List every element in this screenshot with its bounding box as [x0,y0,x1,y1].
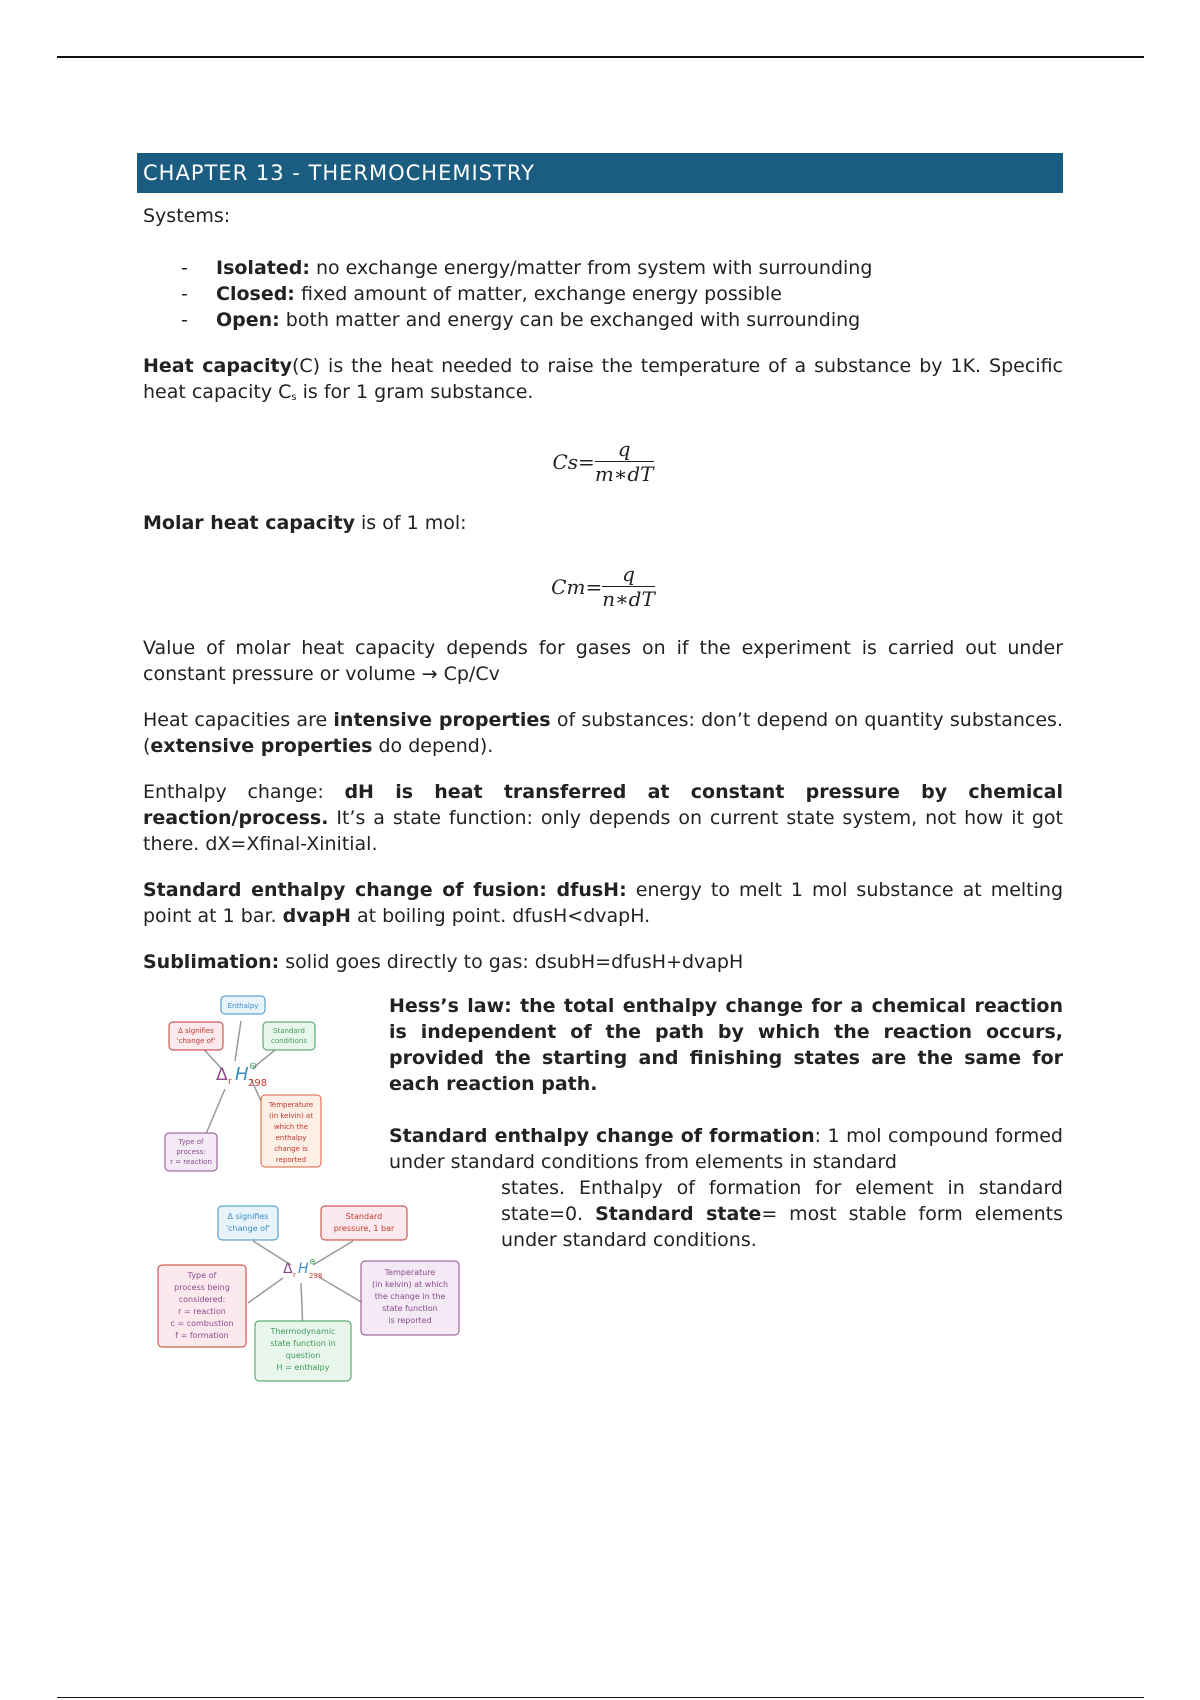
formula-numerator: q [595,437,654,462]
subscript-s: s [291,392,297,403]
bullet-dash: - [181,257,188,279]
label-delta-line: Δ signifies [178,1027,214,1035]
label-type-line: considered: [178,1295,226,1304]
bold-term: extensive properties [150,735,373,757]
bottom-rule [57,1697,1144,1698]
label-type-line: Type of [178,1138,204,1146]
enthalpy-paragraph [143,779,1063,857]
bold-term: dvapH [282,905,351,927]
formation-paragraph-start [389,1123,1063,1175]
label-type-line: r = reaction [178,1307,226,1316]
text: do depend). [372,735,494,757]
subscript-temperature: 298 [309,1272,323,1280]
label-delta-line: Δ signifies [227,1212,269,1221]
label-temp-line: (in kelvin) at which [371,1280,449,1289]
label-standard-line: conditions [270,1037,308,1045]
label-enthalpy: Enthalpy [227,1002,259,1010]
enthalpy-notation-diagram-1 [153,993,328,1173]
label-thermo-line: state function in [270,1339,336,1348]
list-item [143,307,1063,333]
label-temp-line: which the [273,1123,309,1131]
subscript-r: r [293,1271,296,1279]
list-text: fixed amount of matter, exchange energy possible [294,283,782,305]
text: at boiling point. dfusH<dvapH. [350,905,651,927]
label-standard-line: pressure, 1 bar [333,1224,395,1233]
label-delta-line: 'change of' [176,1037,216,1045]
list-term: Isolated: [216,257,310,279]
molar-heat-paragraph [143,510,1063,536]
label-temp-line: the change in the [374,1292,446,1301]
label-temp-line: state function [382,1304,438,1313]
formula-denominator: n∗dT [602,587,655,611]
formation-paragraph-end [501,1175,1063,1253]
text: of substances: don’t depend on quantity substances. ( [143,709,1063,757]
bullet-dash: - [181,283,188,305]
superscript-standard: ⊖ [309,1257,316,1266]
molar-value-paragraph: Value of molar heat capacity depends for gases on if the experiment is carried out under constant pressure or volume → Cp/Cv [143,637,1063,685]
systems-heading: Systems: [143,205,231,227]
list-term: Closed: [216,283,295,305]
formula-lhs: Cm= [551,574,603,599]
intensive-paragraph [143,707,1063,759]
bold-term: intensive properties [333,709,551,731]
heat-capacity-paragraph [143,353,1063,411]
h-symbol: H [235,1064,249,1085]
list-text: no exchange energy/matter from system with surrounding [309,257,873,279]
document-body [143,153,1063,1413]
hess-law-paragraph: Hess’s law: the total enthalpy change for a chemical reaction is independent of the path by which the reaction occurs, provided the starting and finishing states are the same for each reaction path. [389,995,1063,1095]
text: solid goes directly to gas: dsubH=dfusH+dvapH [279,951,744,973]
formula-lhs: Cs= [552,449,595,474]
bullet-dash: - [181,309,188,331]
text: states. Enthalpy of formation for element in standard state=0. [501,1177,1063,1225]
bold-term: Sublimation: [143,951,280,973]
list-term: Open: [216,309,280,331]
bold-term: Standard state [595,1203,762,1225]
fusion-paragraph [143,877,1063,929]
label-temp-line: is reported [388,1316,432,1325]
subscript-r: r [228,1077,232,1087]
label-thermo-line: question [285,1351,321,1360]
hess-section [143,993,1063,1413]
heat-capacity-text-end: is for 1 gram substance. [296,381,534,403]
text: Enthalpy change: [143,781,345,803]
heat-capacity-term: Heat capacity [143,355,292,377]
label-temp-line: enthalpy [275,1134,307,1142]
label-type-line: c = combustion [170,1319,234,1328]
label-temp-line: Temperature [384,1268,436,1277]
h-symbol: H [298,1261,309,1277]
label-type-line: process being [174,1283,230,1292]
label-temp-line: Temperature [268,1101,314,1109]
molar-term: Molar heat capacity [143,512,355,534]
bold-term: Standard enthalpy change of formation [389,1125,815,1147]
label-type-line: process: [176,1148,206,1156]
text: : 1 mol compound formed under standard conditions from elements in standard [389,1125,1063,1173]
label-standard-line: Standard [273,1027,305,1035]
label-temp-line: (in kelvin) at [269,1112,313,1120]
text: energy to melt 1 mol substance at melting point at 1 bar. [143,879,1063,927]
formula-denominator: m∗dT [594,462,654,486]
superscript-standard: ⊖ [249,1061,258,1072]
formula-fraction [602,562,655,611]
heat-capacity-text: (C) is the heat needed to raise the temperature of a substance by 1K. Specific heat capacity C [143,355,1063,403]
text: Heat capacities are [143,709,334,731]
text: = most stable form elements under standard conditions. [501,1203,1063,1251]
label-type-line: Type of [187,1271,217,1280]
label-thermo-line: H = enthalpy [276,1363,330,1372]
formula-fraction [595,437,654,486]
label-standard-line: Standard [345,1212,383,1221]
bold-term: dH is heat transferred at constant pressure by chemical reaction/process. [143,781,1063,829]
molar-text: is of 1 mol: [354,512,467,534]
list-text: both matter and energy can be exchanged with surrounding [279,309,861,331]
text: It’s a state function: only depends on current state system, not how it got there. dX=Xfinal-Xinitial. [143,807,1063,855]
formula-molar-heat [143,562,1063,611]
label-temp-line: change is [274,1145,308,1153]
systems-list [143,255,1063,333]
top-rule [57,56,1144,58]
formula-numerator: q [602,562,655,587]
bold-term: Standard enthalpy change of fusion: dfusH: [143,879,627,901]
delta-symbol: Δ [216,1065,228,1085]
subscript-temperature: 298 [248,1078,268,1089]
label-type-line: r = reaction [170,1158,212,1166]
label-type-line: f = formation [175,1331,229,1340]
formula-specific-heat [143,437,1063,486]
label-thermo-line: Thermodynamic [270,1327,336,1336]
list-item [143,255,1063,281]
list-item [143,281,1063,307]
chapter-title: CHAPTER 13 - THERMOCHEMISTRY [137,153,1063,193]
label-delta-line: 'change of' [225,1224,271,1233]
sublimation-paragraph [143,949,1063,975]
delta-symbol: Δ [283,1261,293,1277]
label-temp-line: reported [275,1156,307,1164]
enthalpy-notation-diagram-2 [153,1203,463,1388]
